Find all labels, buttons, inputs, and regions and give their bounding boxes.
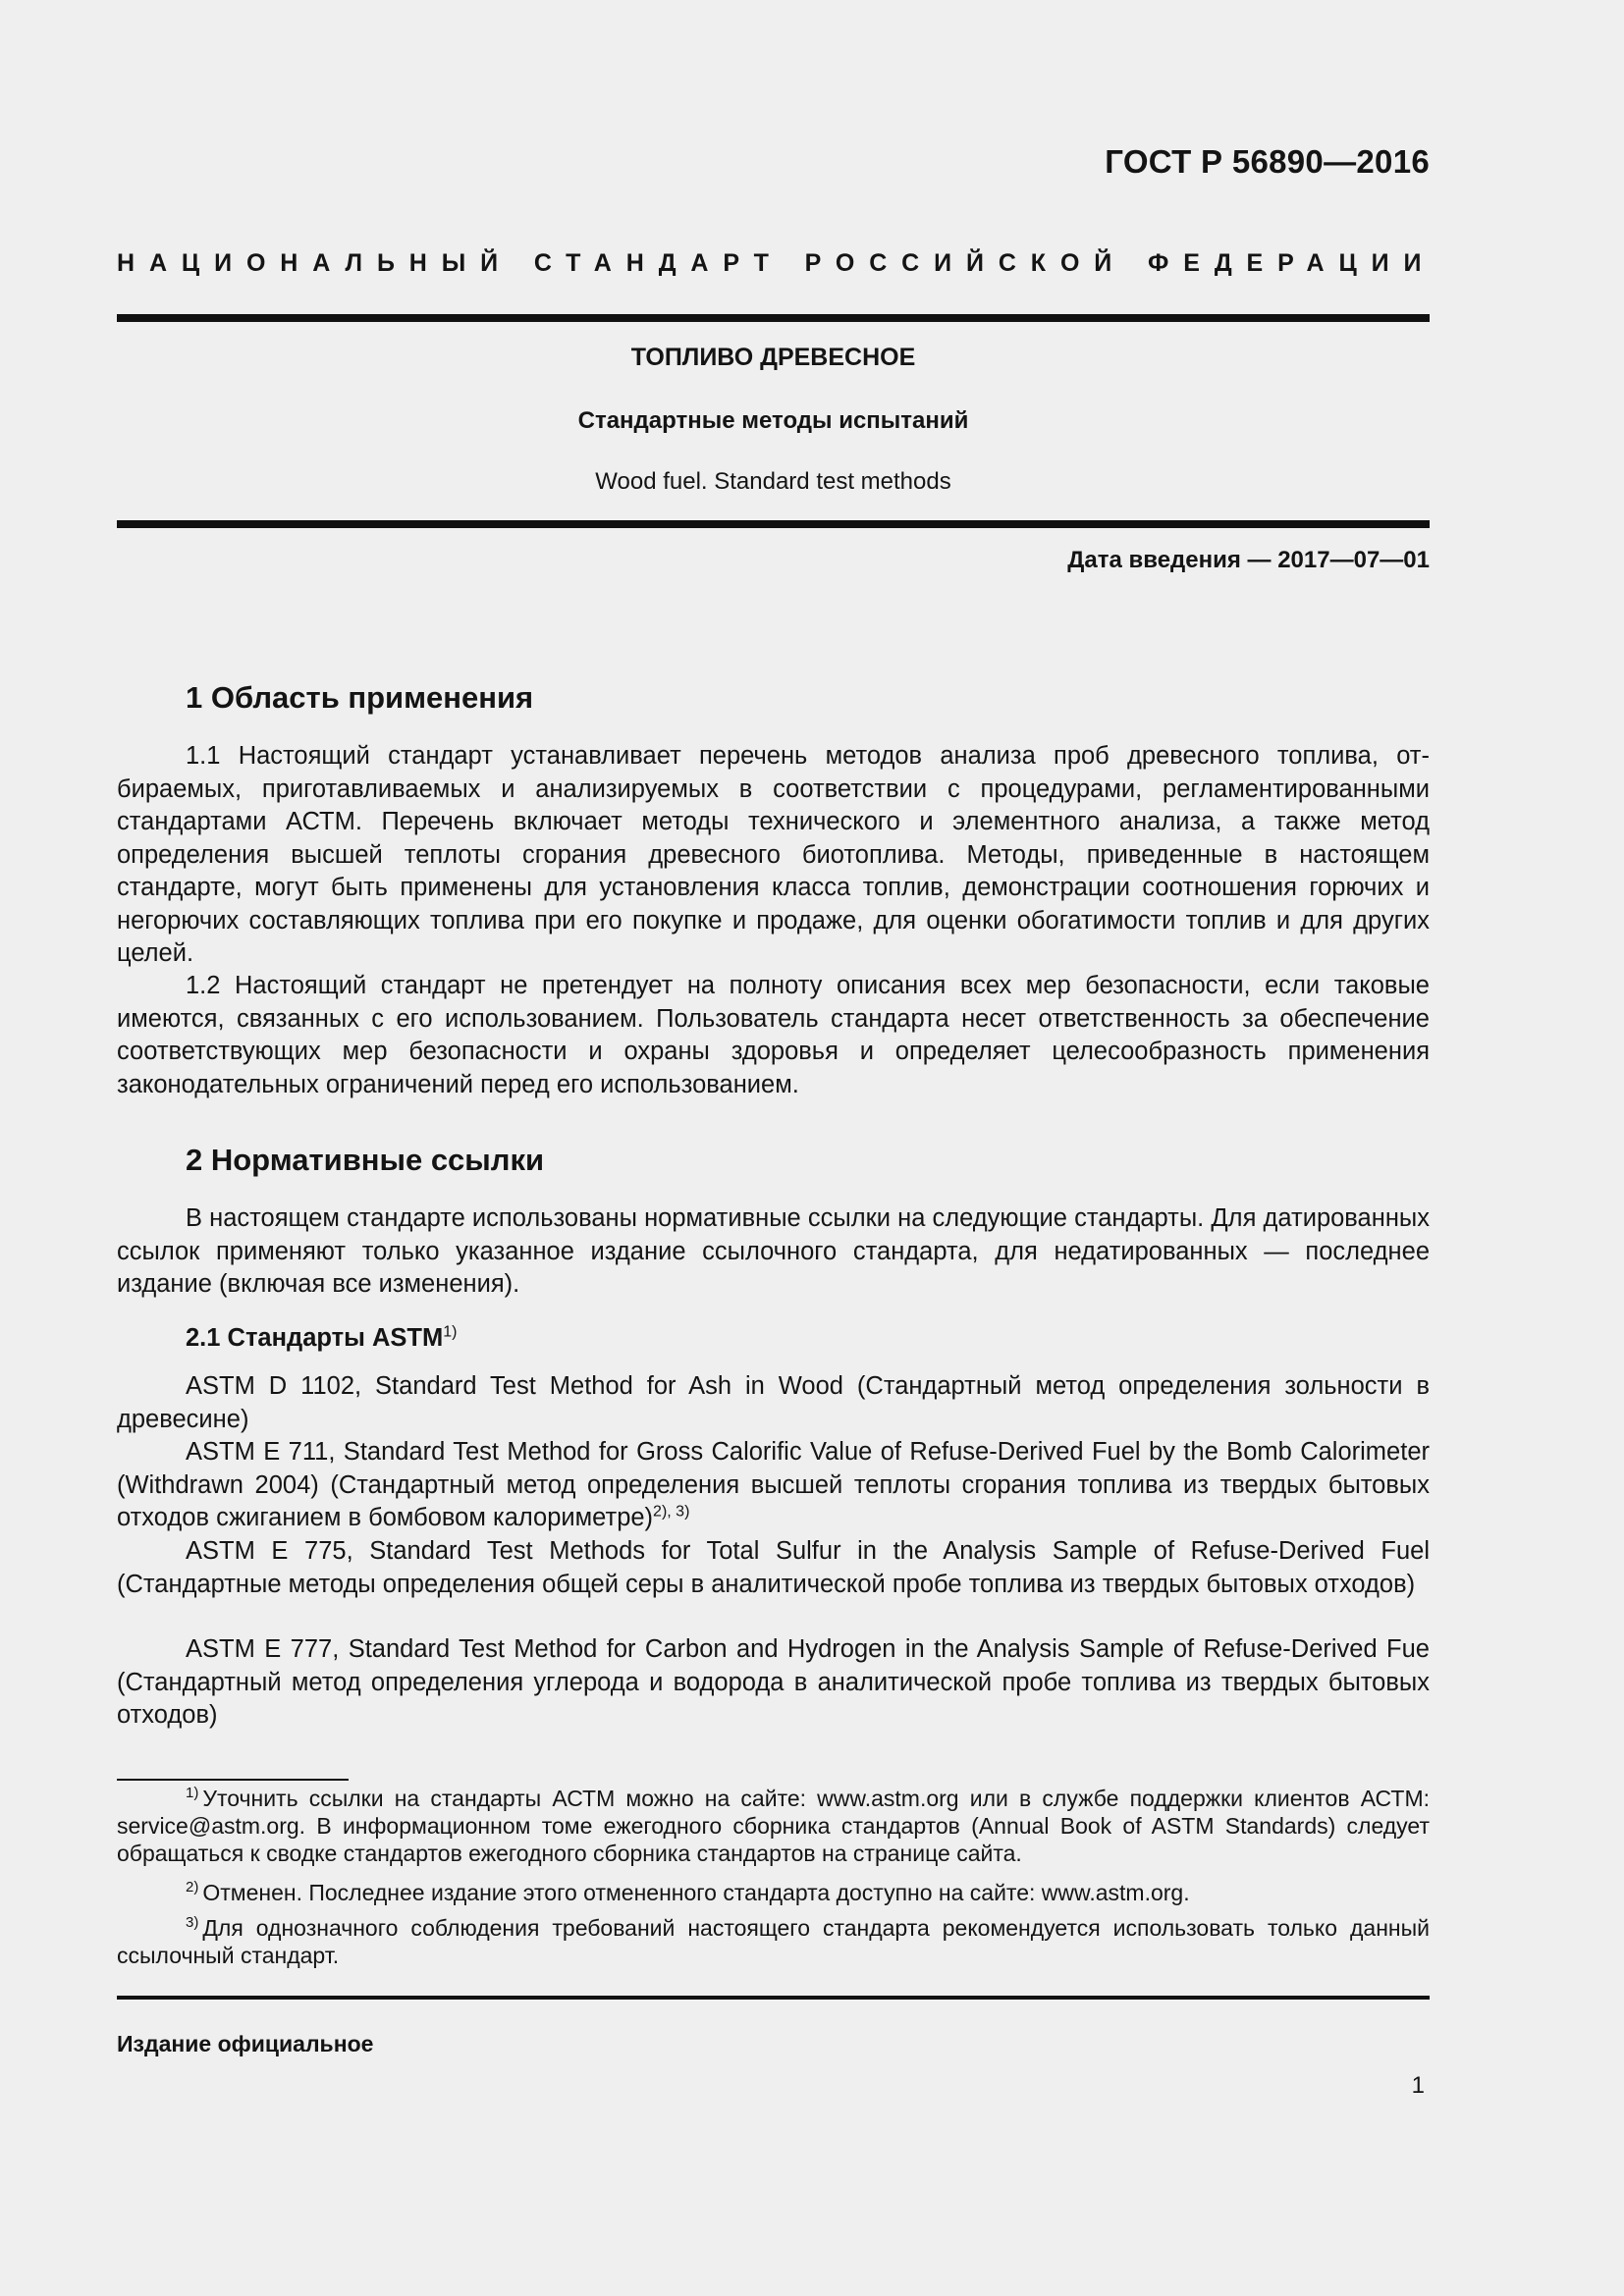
national-standard-title: НАЦИОНАЛЬНЫЙ СТАНДАРТ РОССИЙСКОЙ ФЕДЕРАЦИИ [117, 249, 1436, 277]
document-title: ТОПЛИВО ДРЕВЕСНОЕ [630, 344, 916, 371]
footnote-ref-1[interactable]: 1) [443, 1323, 458, 1341]
section-2-heading: 2 Нормативные ссылки [186, 1143, 545, 1177]
top-rule [117, 314, 1430, 322]
footnote-1 [117, 1785, 1430, 1867]
page-number: 1 [1411, 2072, 1425, 2099]
footnote-1-text: Уточнить ссылки на стандарты АСТМ можно на сайте: www.astm.org или в службе поддержки клиентов АСТМ: service@astm.org. В информационном томе ежегодного сборника стандартов (Annual Book of ASTM Standards) следует обращаться к сводке стандартов ежегодного сборника стандартов на странице сайта. [117, 1786, 1430, 1866]
footnote-3-text: Для однозначного соблюдения требований настоящего стандарта рекомендуется использовать только данный ссылочный стандарт. [117, 1915, 1430, 1968]
reference-astm-e775: ASTM E 775, Standard Test Methods for Total Sulfur in the Analysis Sample of Refuse-Derived Fuel (Стандартные методы определения общей серы в аналитической пробе топлива из твердых бытовых отходов) [117, 1537, 1430, 1598]
footnote-separator [117, 1779, 349, 1781]
section-1-paragraph-1: 1.1 Настоящий стандарт устанавливает перечень методов анализа проб древесного топлива, отбираемых, приготавливаемых и анализируемых в соответствии с процедурами, регламентированными стандартами АСТМ. Перечень включает методы технического и элементного анализа, а также метод определения высшей теплоты сгорания древесного биотоплива. Методы, приведенные в настоящем стандарте, могут быть применены для установления класса топлив, демонстрации соотношения горючих и негорючих составляющих топлива при его покупке и продаже, для оценки обогатимости топлив и для других целей. [117, 742, 1430, 967]
footnote-2-text: Отменен. Последнее издание этого отмененного стандарта доступно на сайте: www.astm.org. [202, 1880, 1190, 1905]
footnote-3 [117, 1914, 1430, 1969]
document-number: ГОСТ Р 56890—2016 [1105, 143, 1430, 180]
section-2-1-heading-text: 2.1 Стандарты ASTM [186, 1324, 444, 1352]
document-subtitle: Стандартные методы испытаний [577, 407, 969, 434]
reference-astm-e711-text: ASTM E 711, Standard Test Method for Gross Calorific Value of Refuse-Derived Fuel by the Bomb Calorimeter (Withdrawn 2004) (Стандартный метод определения высшей теплоты сгорания топлива из твердых бытовых отходов сжиганием в бомбовом калориметре) [117, 1438, 1430, 1531]
footnote-3-mark: 3) [186, 1914, 199, 1932]
section-1-paragraph-2: 1.2 Настоящий стандарт не претендует на полноту описания всех мер безопасности, если таковые имеются, связанных с его использованием. Пользователь стандарта несет ответственность за обеспечение соответствующих мер безопасности и охраны здоровья и определяет целесообразность применения законодательных ограничений перед его использованием. [117, 972, 1430, 1098]
reference-astm-e711 [117, 1436, 1430, 1535]
section-2-paragraph-1: В настоящем стандарте использованы нормативные ссылки на следующие стандарты. Для датированных ссылок применяют только указанное издание ссылочного стандарта, для недатированных — последнее издание (включая все изменения). [117, 1204, 1430, 1298]
section-2-1-heading [186, 1324, 457, 1353]
footnote-ref-2-3[interactable]: 2), 3) [653, 1503, 690, 1521]
footnote-2 [117, 1879, 1430, 1906]
title-bottom-rule [117, 520, 1430, 528]
bottom-rule [117, 1996, 1430, 2000]
introduction-date: Дата введения — 2017—07—01 [1067, 547, 1430, 573]
document-title-english: Wood fuel. Standard test methods [595, 468, 951, 495]
footnote-2-mark: 2) [186, 1879, 199, 1896]
reference-astm-e777: ASTM E 777, Standard Test Method for Carbon and Hydrogen in the Analysis Sample of Refuse-Derived Fue (Стандартный метод определения углерода и водорода в аналитической пробе топлива из твердых бытовых отходов) [117, 1635, 1430, 1729]
footnote-1-mark: 1) [186, 1785, 199, 1802]
reference-astm-d1102: ASTM D 1102, Standard Test Method for Ash in Wood (Стандартный метод определения зольности в древесине) [117, 1372, 1430, 1433]
section-1-heading: 1 Область применения [186, 680, 534, 715]
official-edition-label: Издание официальное [117, 2031, 374, 2056]
